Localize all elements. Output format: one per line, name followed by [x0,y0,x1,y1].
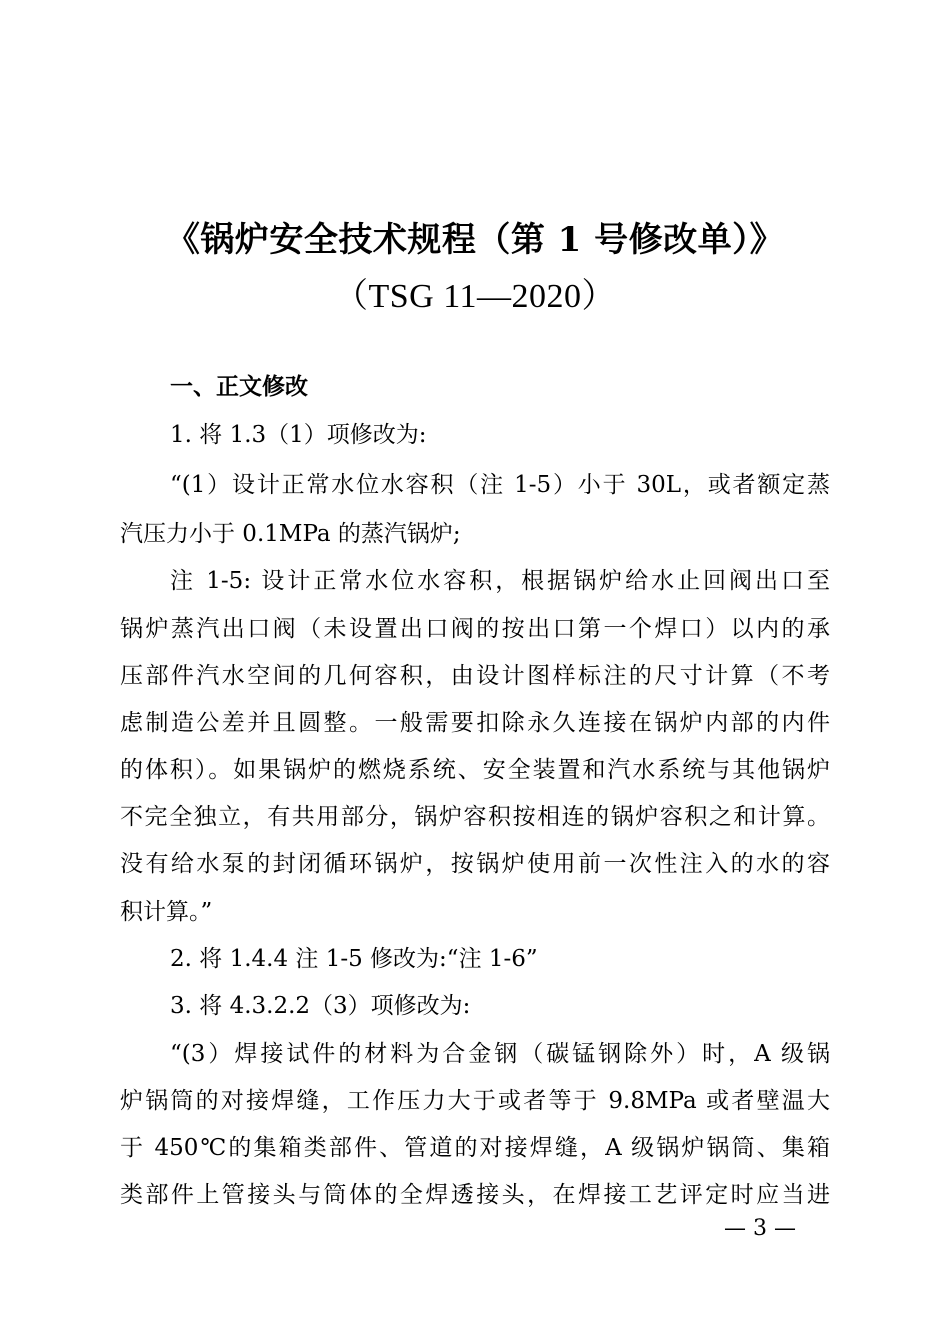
item-3-intro: 3. 将 4.3.2.2（3）项修改为: [170,993,471,1019]
note-line-2: 锅炉蒸汽出口阀（未设置出口阀的按出口第一个焊口）以内的承 [120,616,830,642]
item-2: 2. 将 1.4.4 注 1-5 修改为:“注 1-6” [170,946,538,972]
note-line-3: 压部件汽水空间的几何容积，由设计图样标注的尺寸计算（不考 [120,663,830,689]
page-number: — 3 — [724,1216,796,1241]
note-line-8: 积计算。” [120,899,213,925]
note-line-7: 没有给水泵的封闭循环锅炉，按锅炉使用前一次性注入的水的容 [120,851,830,877]
note-line-1: 注 1-5: 设计正常水位水容积，根据锅炉给水止回阀出口至 [170,568,830,594]
section-heading: 一、正文修改 [170,374,308,400]
item-1-body-line-2: 汽压力小于 0.1MPa 的蒸汽锅炉; [120,521,461,547]
document-title: 《锅炉安全技术规程（第 1 号修改单）》 [165,220,785,260]
item-3-body-line-3: 于 450℃的集箱类部件、管道的对接焊缝，A 级锅炉锅筒、集箱 [120,1135,830,1161]
item-3-body-line-4: 类部件上管接头与筒体的全焊透接头，在焊接工艺评定时应当进 [120,1182,830,1208]
note-line-4: 虑制造公差并且圆整。一般需要扣除永久连接在锅炉内部的内件 [120,710,830,736]
item-1-intro: 1. 将 1.3（1）项修改为: [170,422,427,448]
item-3-body-line-1: “(3）焊接试件的材料为合金钢（碳锰钢除外）时，A 级锅 [170,1041,830,1067]
item-3-body-line-2: 炉锅筒的对接焊缝，工作压力大于或者等于 9.8MPa 或者壁温大 [120,1088,830,1114]
note-line-5: 的体积）。如果锅炉的燃烧系统、安全装置和汽水系统与其他锅炉 [120,757,830,783]
note-line-6: 不完全独立，有共用部分，锅炉容积按相连的锅炉容积之和计算。 [120,804,830,830]
document-code: （TSG 11—2020） [334,278,616,315]
item-1-body-line-1: “(1）设计正常水位水容积（注 1-5）小于 30L，或者额定蒸 [170,472,830,498]
